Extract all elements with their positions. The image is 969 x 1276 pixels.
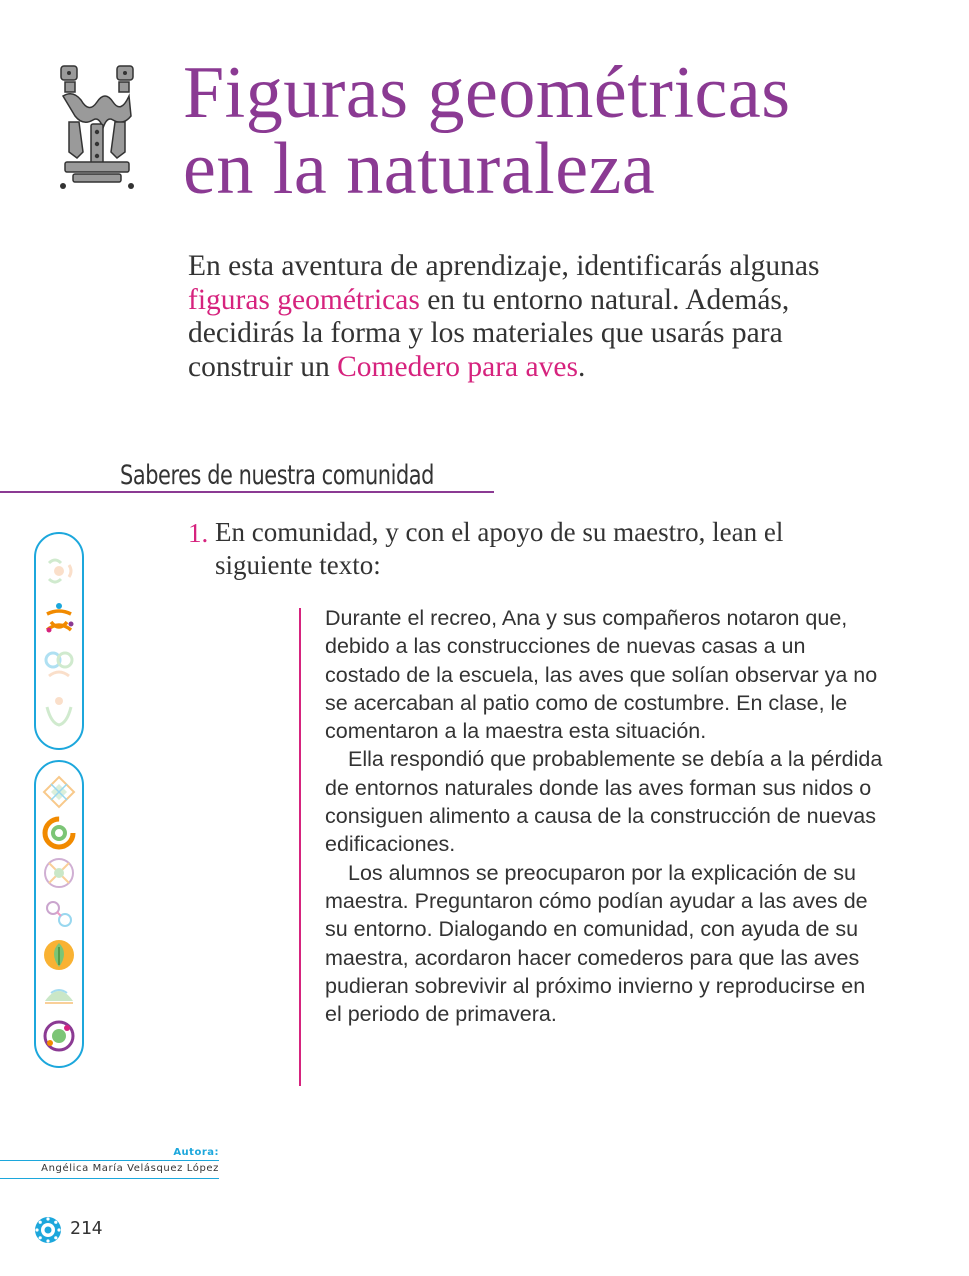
- reading-paragraph: Los alumnos se preocuparon por la explicación de su maestra. Preguntaron cómo podían ayudar a las aves de su entorno. Dialogando en comunidad, con ayuda de su maestra, acordaron hacer comederos para que las aves pudieran sobrevivir al próximo invierno y reproducirse en el periodo de primavera.: [325, 860, 868, 1027]
- page-title: [183, 52, 943, 210]
- page-badge-icon: [34, 1216, 62, 1244]
- reading-paragraph: Ella respondió que probablemente se debía a la pérdida de entornos naturales donde las aves forman sus nidos o consiguen alimento a causa de la construcción de nuevas edificaciones.: [325, 747, 883, 857]
- reading-paragraph: Durante el recreo, Ana y sus compañeros notaron que, debido a las construcciones de nuevas casas a un costado de la escuela, las aves que solían observar ya no se acercaban al patio como de costumbre. En clase, le comentaron a la maestra esta situación.: [325, 606, 878, 744]
- intro-text-1: En esta aventura de aprendizaje, identificarás algunas: [188, 250, 820, 282]
- igualdad-genero-icon: [41, 896, 77, 932]
- inclusion-icon: [41, 774, 77, 810]
- section-divider: [0, 491, 494, 493]
- author-divider-bottom: [0, 1178, 219, 1179]
- vida-saludable-icon: [41, 937, 77, 973]
- section-heading: Saberes de nuestra comunidad: [120, 460, 435, 491]
- author-divider: [0, 1160, 219, 1161]
- activity-instruction: En comunidad, y con el apoyo de su maestro, lean el siguiente texto:: [215, 517, 784, 580]
- author-label: Autora:: [173, 1147, 219, 1158]
- campos-formativos-bar: [34, 532, 84, 750]
- reading-rule: [299, 608, 301, 1086]
- reading-text: [325, 604, 885, 1028]
- ornamental-letter-icon: [55, 62, 139, 194]
- intro-highlight-comedero: Comedero para aves: [337, 350, 578, 383]
- etica-icon: [41, 646, 77, 682]
- author-name: Angélica María Velásquez López: [41, 1163, 219, 1174]
- intro-paragraph: [188, 250, 888, 384]
- interculturalidad-icon: [41, 855, 77, 891]
- lenguajes-icon: [41, 553, 77, 589]
- page-number: 214: [70, 1218, 103, 1239]
- intro-highlight-figuras: figuras geométricas: [188, 283, 420, 316]
- saberes-icon: [41, 600, 77, 636]
- humano-comunitario-icon: [41, 693, 77, 729]
- title-line-1: Figuras geométricas: [183, 52, 791, 134]
- lectura-icon: [41, 977, 77, 1013]
- artes-icon: [41, 1018, 77, 1054]
- title-line-2: en la naturaleza: [183, 128, 656, 210]
- intro-text-3: .: [577, 350, 586, 383]
- pensamiento-critico-icon: [41, 815, 77, 851]
- ejes-articuladores-bar: [34, 760, 84, 1068]
- intro-text-2: en tu entorno natural. Además, decidirás la forma y los materiales que usarás para construir un: [188, 283, 790, 383]
- activity-number: 1.: [188, 518, 209, 548]
